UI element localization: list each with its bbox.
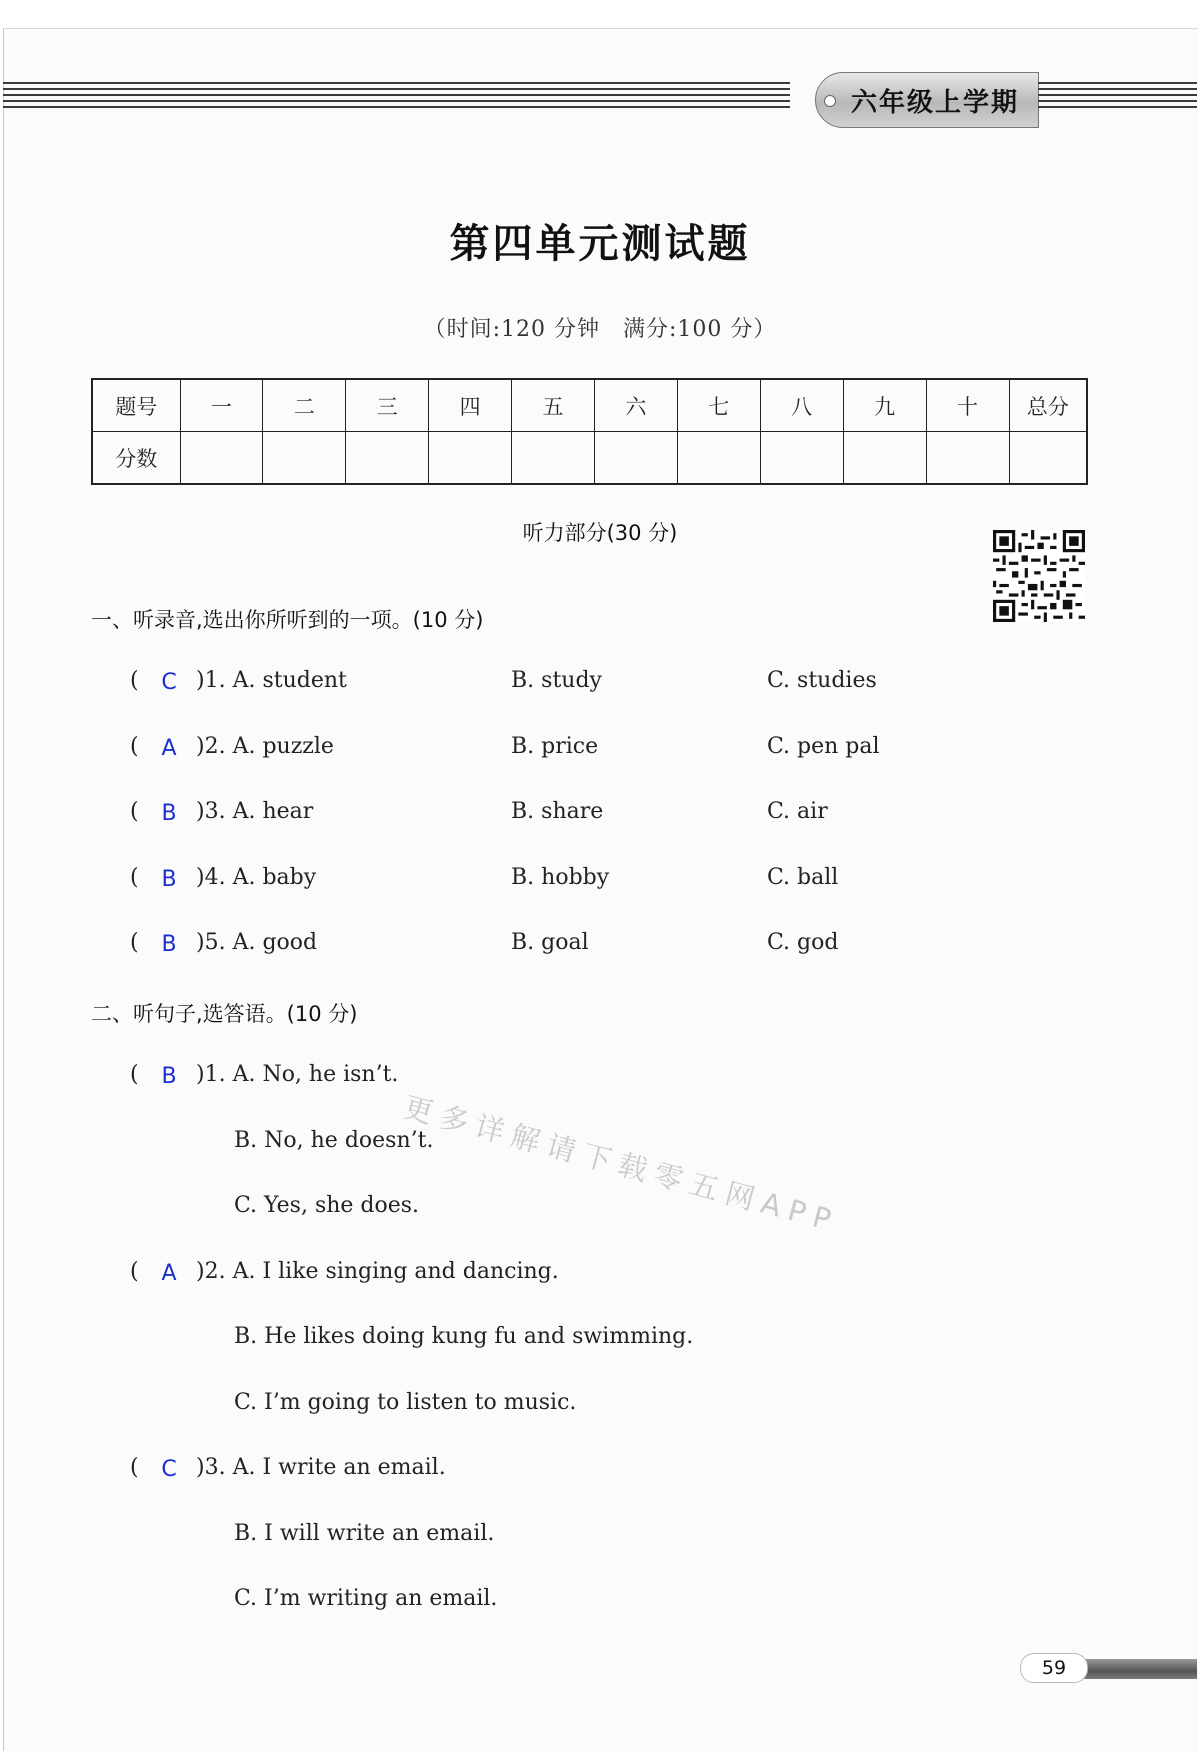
score-cell[interactable] — [760, 432, 843, 485]
option-b: B. share — [511, 799, 604, 824]
score-cell[interactable] — [429, 432, 512, 485]
option-a: )3. A. hear — [196, 799, 314, 824]
option-c: C. ball — [767, 865, 839, 890]
answer-mark[interactable]: C — [161, 670, 177, 695]
score-cell[interactable] — [180, 432, 263, 485]
score-cell[interactable] — [677, 432, 760, 485]
option-a: )5. A. good — [196, 930, 318, 955]
option-b: B. study — [511, 668, 602, 693]
option-c: C. studies — [767, 668, 877, 693]
badge-dot-icon — [824, 95, 836, 107]
grade-badge — [815, 72, 1039, 128]
answer-paren-open: ( — [130, 1062, 139, 1087]
section2-title: 二、听句子,选答语。(10 分) — [91, 1002, 358, 1026]
table-cell: 九 — [843, 379, 926, 432]
qr-code-icon[interactable] — [993, 530, 1085, 622]
page-title: 第四单元测试题 — [449, 220, 751, 267]
watermark: 更多详解请下载零五网APP — [399, 1089, 843, 1239]
section1-title: 一、听录音,选出你所听到的一项。(10 分) — [91, 608, 484, 632]
table-cell: 六 — [594, 379, 677, 432]
score-cell[interactable] — [1009, 432, 1087, 485]
table-cell: 十 — [926, 379, 1009, 432]
score-table-score-row — [92, 432, 1087, 485]
option-a: )4. A. baby — [196, 865, 317, 890]
option-c: C. Yes, she does. — [234, 1193, 420, 1218]
table-cell: 题号 — [92, 379, 180, 432]
grade-badge-label: 六年级上学期 — [850, 87, 1019, 118]
option-c: C. I’m going to listen to music. — [234, 1390, 577, 1415]
option-b: B. hobby — [511, 865, 610, 890]
answer-mark[interactable]: B — [161, 1064, 177, 1089]
table-cell: 分数 — [92, 432, 180, 485]
answer-paren-open: ( — [130, 799, 139, 824]
option-a: )2. A. puzzle — [196, 734, 334, 759]
score-cell[interactable] — [263, 432, 346, 485]
table-cell: 五 — [512, 379, 595, 432]
header-rule-left — [3, 82, 790, 114]
option-c: C. I’m writing an email. — [234, 1586, 498, 1611]
answer-mark[interactable]: B — [161, 932, 177, 957]
page-number: 59 — [1020, 1653, 1088, 1683]
option-c: C. air — [767, 799, 828, 824]
answer-paren-open: ( — [130, 930, 139, 955]
option-b: B. He likes doing kung fu and swimming. — [234, 1324, 694, 1349]
option-c: C. pen pal — [767, 734, 880, 759]
answer-paren-open: ( — [130, 668, 139, 693]
score-cell[interactable] — [512, 432, 595, 485]
table-cell: 七 — [677, 379, 760, 432]
answer-paren-open: ( — [130, 1259, 139, 1284]
option-a: )3. A. I write an email. — [196, 1455, 446, 1480]
answer-mark[interactable]: A — [161, 1261, 177, 1286]
option-a: )1. A. No, he isn’t. — [196, 1062, 399, 1087]
option-b: B. price — [511, 734, 599, 759]
listening-part-title: 听力部分(30 分) — [522, 521, 678, 545]
option-a: )2. A. I like singing and dancing. — [196, 1259, 559, 1284]
score-cell[interactable] — [346, 432, 429, 485]
table-cell: 二 — [263, 379, 346, 432]
time-score-info: （时间:120 分钟 满分:100 分） — [423, 317, 777, 342]
answer-mark[interactable]: A — [161, 736, 177, 761]
answer-paren-open: ( — [130, 865, 139, 890]
table-cell: 总分 — [1009, 379, 1087, 432]
score-cell[interactable] — [843, 432, 926, 485]
answer-paren-open: ( — [130, 1455, 139, 1480]
option-c: C. god — [767, 930, 839, 955]
option-b: B. No, he doesn’t. — [234, 1128, 434, 1153]
score-cell[interactable] — [594, 432, 677, 485]
table-cell: 四 — [429, 379, 512, 432]
score-table — [91, 378, 1088, 485]
answer-mark[interactable]: B — [161, 801, 177, 826]
header-rule-right — [1038, 82, 1197, 114]
option-b: B. I will write an email. — [234, 1521, 495, 1546]
score-table-header-row — [92, 379, 1087, 432]
option-a: )1. A. student — [196, 668, 347, 693]
table-cell: 三 — [346, 379, 429, 432]
option-b: B. goal — [511, 930, 589, 955]
table-cell: 八 — [760, 379, 843, 432]
score-cell[interactable] — [926, 432, 1009, 485]
answer-mark[interactable]: C — [161, 1457, 177, 1482]
table-cell: 一 — [180, 379, 263, 432]
answer-paren-open: ( — [130, 734, 139, 759]
answer-mark[interactable]: B — [161, 867, 177, 892]
